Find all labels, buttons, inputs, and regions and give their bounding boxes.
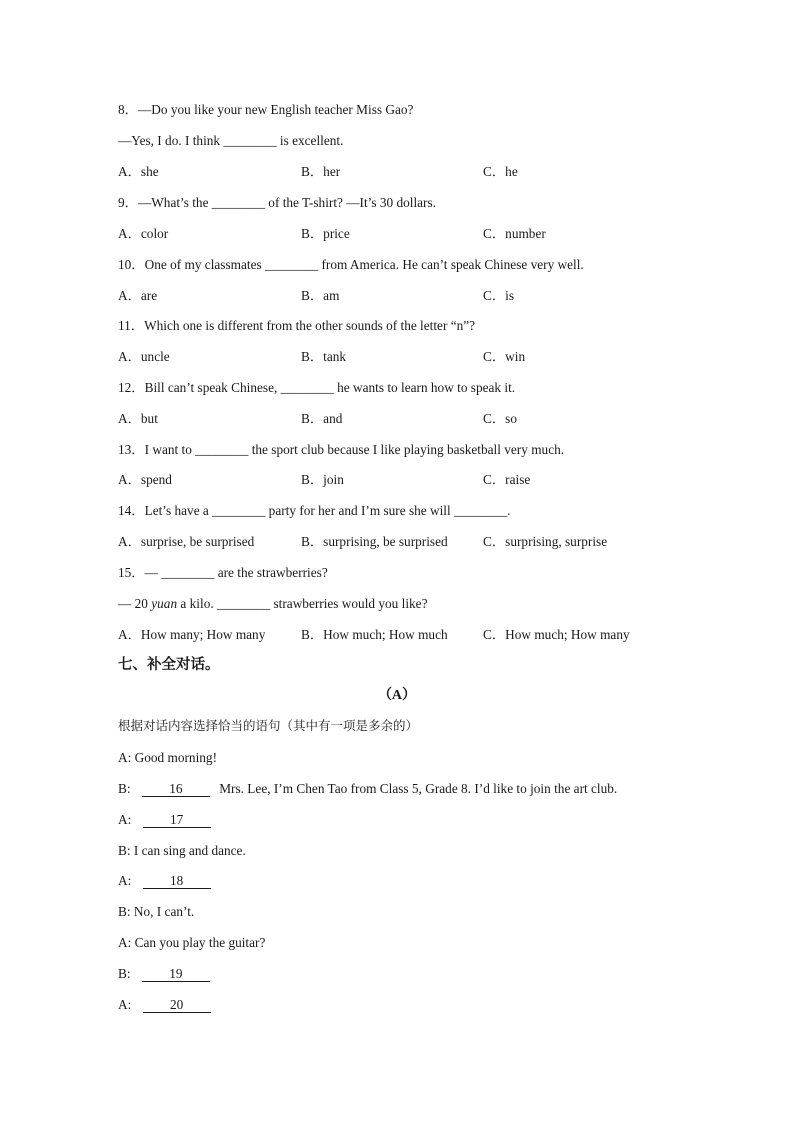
dialogue-text: Mrs. Lee, I’m Chen Tao from Class 5, Grade 8. I’d like to join the art club. xyxy=(219,781,618,796)
option-a: A．but xyxy=(118,411,158,426)
option-a: A．she xyxy=(118,164,159,179)
answer-blank-17: 17 xyxy=(143,812,211,828)
option-c: C．surprising, surprise xyxy=(483,534,608,549)
option-c: C．How much; How many xyxy=(483,627,630,642)
speaker-label: B: xyxy=(118,966,131,981)
option-a: A．How many; How many xyxy=(118,627,266,642)
speaker-label: B: xyxy=(118,843,131,858)
question-15-response xyxy=(118,594,427,614)
option-b: B．How much; How much xyxy=(301,627,448,642)
dialogue-line xyxy=(118,871,211,891)
option-c: C．number xyxy=(483,226,546,241)
option-c: C．so xyxy=(483,411,517,426)
speaker-label: B: xyxy=(118,904,131,919)
question-8-response: —Yes, I do. I think ________ is excellent. xyxy=(118,133,344,148)
answer-blank-16: 16 xyxy=(142,781,210,797)
question-15-stem: 15．— ________ are the strawberries? xyxy=(118,565,328,580)
question-9-stem: 9．—What’s the ________ of the T-shirt? —It’s 30 dollars. xyxy=(118,195,436,210)
question-11-stem: 11．Which one is different from the other sounds of the letter “n”? xyxy=(118,318,476,333)
dialogue-text: No, I can’t. xyxy=(133,904,195,919)
dialogue-line xyxy=(118,748,217,768)
question-12-stem: 12．Bill can’t speak Chinese, ________ he wants to learn how to speak it. xyxy=(118,380,516,395)
option-b: B．am xyxy=(301,288,340,303)
dialogue-line xyxy=(118,995,211,1015)
speaker-label: A: xyxy=(118,997,132,1012)
option-a: A．spend xyxy=(118,472,172,487)
option-b: B．price xyxy=(301,226,350,241)
dialogue-line xyxy=(118,933,265,953)
section-subtitle: （A） xyxy=(377,688,417,703)
question-14-stem: 14．Let’s have a ________ party for her and I’m sure she will ________. xyxy=(118,503,511,518)
option-b: B．surprising, be surprised xyxy=(301,534,448,549)
option-b: B．and xyxy=(301,411,343,426)
option-c: C．is xyxy=(483,288,515,303)
answer-blank-20: 20 xyxy=(143,997,211,1013)
speaker-label: A: xyxy=(118,873,132,888)
dialogue-line xyxy=(118,779,617,799)
option-c: C．raise xyxy=(483,472,531,487)
response-suffix: a kilo. ________ strawberries would you like? xyxy=(177,596,428,611)
option-c: C．he xyxy=(483,164,518,179)
option-b: B．tank xyxy=(301,349,347,364)
answer-blank-18: 18 xyxy=(143,873,211,889)
response-prefix: — 20 xyxy=(118,596,152,611)
question-13-stem: 13．I want to ________ the sport club because I like playing basketball very much. xyxy=(118,442,565,457)
speaker-label: B: xyxy=(118,781,131,796)
section-instruction: 根据对话内容选择恰当的语句（其中有一项是多余的） xyxy=(118,718,419,733)
option-b: B．her xyxy=(301,164,341,179)
option-c: C．win xyxy=(483,349,526,364)
section-title: 七、补全对话。 xyxy=(118,657,220,673)
dialogue-line xyxy=(118,810,211,830)
italic-word: yuan xyxy=(151,596,178,611)
dialogue-line xyxy=(118,902,194,922)
option-a: A．color xyxy=(118,226,169,241)
question-8-stem: 8．—Do you like your new English teacher Miss Gao? xyxy=(118,102,414,117)
speaker-label: A: xyxy=(118,812,132,827)
option-a: A．surprise, be surprised xyxy=(118,534,255,549)
option-a: A．are xyxy=(118,288,158,303)
option-a: A．uncle xyxy=(118,349,170,364)
question-10-stem: 10．One of my classmates ________ from America. He can’t speak Chinese very well. xyxy=(118,257,584,272)
dialogue-text: Can you play the guitar? xyxy=(134,935,266,950)
speaker-label: A: xyxy=(118,750,132,765)
speaker-label: A: xyxy=(118,935,132,950)
dialogue-line xyxy=(118,964,210,984)
dialogue-text: Good morning! xyxy=(134,750,217,765)
dialogue-text: I can sing and dance. xyxy=(133,843,246,858)
dialogue-line xyxy=(118,841,246,861)
option-b: B．join xyxy=(301,472,344,487)
answer-blank-19: 19 xyxy=(142,966,210,982)
